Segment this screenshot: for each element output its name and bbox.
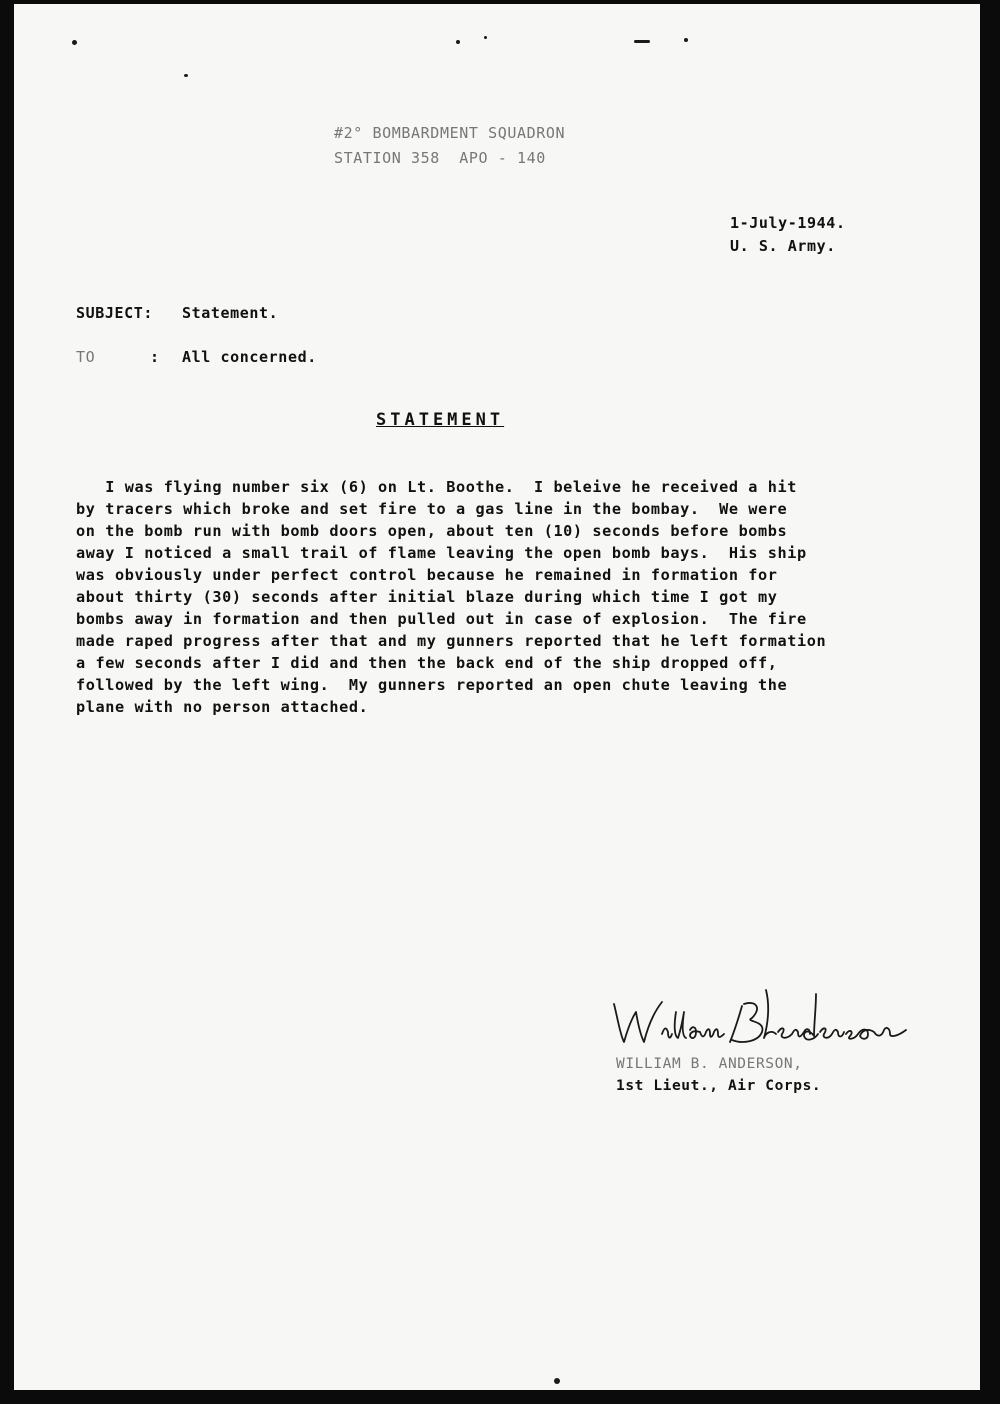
scan-speck <box>634 40 650 43</box>
letterhead-unit: #2° BOMBARDMENT SQUADRON <box>334 124 566 142</box>
to-value: All concerned. <box>182 348 317 366</box>
scan-speck <box>72 40 77 45</box>
statement-line: made raped progress after that and my gunners reported that he left formation <box>76 632 827 650</box>
to-separator: : <box>150 348 160 366</box>
document-page <box>14 4 980 1390</box>
statement-line: followed by the left wing. My gunners reported an open chute leaving the <box>76 676 788 694</box>
document-org: U. S. Army. <box>730 237 836 255</box>
scan-speck <box>484 36 487 39</box>
letterhead-station: STATION 358 APO - 140 <box>334 149 546 167</box>
signatory-rank: 1st Lieut., Air Corps. <box>616 1078 822 1094</box>
scan-speck <box>456 40 460 44</box>
subject-label: SUBJECT: <box>76 304 154 322</box>
statement-line: about thirty (30) seconds after initial blaze during which time I got my <box>76 588 778 606</box>
scan-speck <box>684 38 688 42</box>
statement-title: STATEMENT <box>376 410 505 430</box>
document-date: 1-July-1944. <box>730 214 846 232</box>
subject-value: Statement. <box>182 304 279 322</box>
statement-line: by tracers which broke and set fire to a gas line in the bombay. We were <box>76 500 788 518</box>
statement-line: away I noticed a small trail of flame leaving the open bomb bays. His ship <box>76 544 807 562</box>
statement-line: a few seconds after I did and then the back end of the ship dropped off, <box>76 654 778 672</box>
statement-line: bombs away in formation and then pulled out in case of explosion. The fire <box>76 610 807 628</box>
scan-speck <box>184 74 188 77</box>
to-label: TO <box>76 348 96 366</box>
statement-line: was obviously under perfect control because he remained in formation for <box>76 566 778 584</box>
signatory-name: WILLIAM B. ANDERSON, <box>616 1056 803 1072</box>
statement-line: I was flying number six (6) on Lt. Boothe. I beleive he received a hit <box>76 478 798 496</box>
statement-line: plane with no person attached. <box>76 698 369 716</box>
handwritten-signature <box>606 972 956 1052</box>
scan-speck <box>554 1378 560 1384</box>
statement-line: on the bomb run with bomb doors open, about ten (10) seconds before bombs <box>76 522 788 540</box>
